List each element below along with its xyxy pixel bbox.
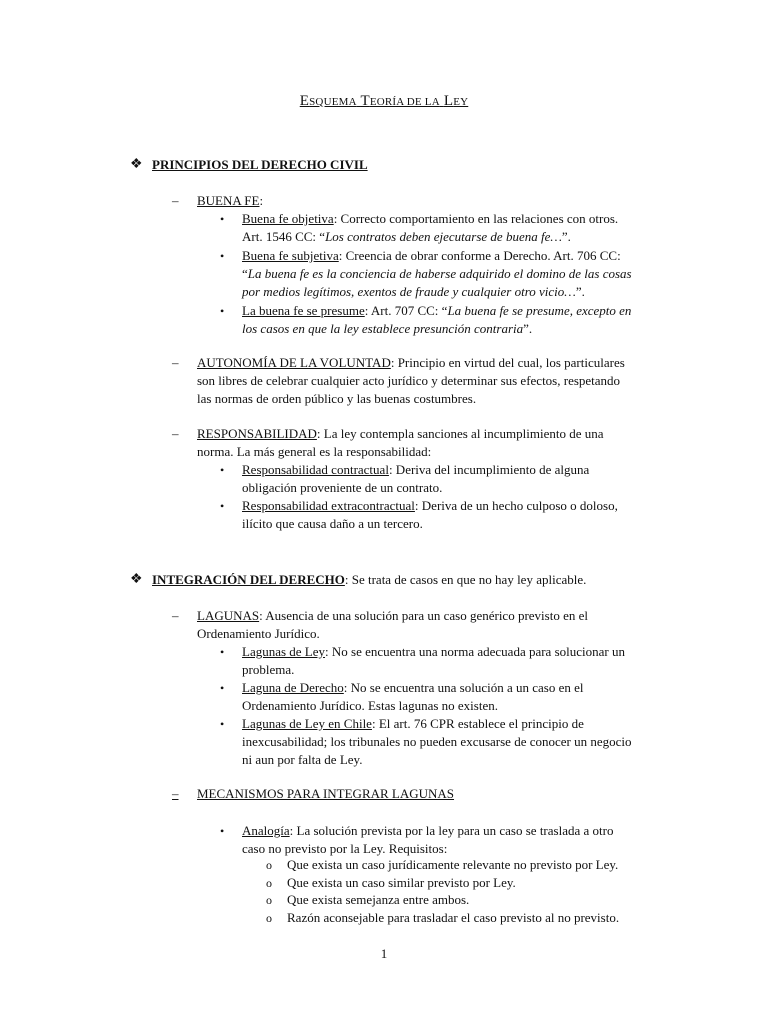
bullet-icon: • xyxy=(220,304,225,318)
subitem-analogia: Analogía: La solución prevista por la ley para un caso se traslada a otro caso no previsto por la Ley. Requisitos: xyxy=(242,823,614,856)
item-responsabilidad: RESPONSABILIDAD: La ley contempla sanciones al incumplimiento de una norma. La más general es la responsabilidad: xyxy=(197,426,604,459)
bullet-icon: • xyxy=(220,249,225,263)
subitem-lagunas-en-chile: Lagunas de Ley en Chile: El art. 76 CPR establece el principio de inexcusabilidad; los tribunales no pueden excusarse de conocer un negocio ni aun por falta de Ley. xyxy=(242,716,632,767)
page-number: 1 xyxy=(380,946,388,961)
dash-marker: – xyxy=(172,193,179,208)
subitem-buena-fe-objetiva: Buena fe objetiva: Correcto comportamiento en las relaciones con otros. Art. 1546 CC: “Los contratos deben ejecutarse de buena fe…”. xyxy=(242,211,619,244)
bullet-icon: • xyxy=(220,645,225,659)
subitem-buena-fe-subjetiva: Buena fe subjetiva: Creencia de obrar conforme a Derecho. Art. 706 CC: “La buena fe es la conciencia de haberse adquirido el domino de las cosas por medios legítimos, exentos de fraude y cualquier otro vicio…”. xyxy=(242,248,632,299)
dash-marker: – xyxy=(172,608,179,623)
circle-bullet-icon: o xyxy=(266,876,272,890)
subitem-resp-contractual: Responsabilidad contractual: Deriva del incumplimiento de alguna obligación proveniente de un contrato. xyxy=(242,462,590,495)
subitem-lagunas-de-ley: Lagunas de Ley: No se encuentra una norma adecuada para solucionar un problema. xyxy=(242,644,625,677)
requisito-item: Que exista un caso similar previsto por Ley. xyxy=(287,875,516,890)
circle-bullet-icon: o xyxy=(266,858,272,872)
bullet-icon: • xyxy=(220,463,225,477)
circle-bullet-icon: o xyxy=(266,911,272,925)
item-autonomia-voluntad: AUTONOMÍA DE LA VOLUNTAD: Principio en virtud del cual, los particulares son libres de celebrar cualquier acto jurídico y determinar sus efectos, respetando las normas de orden público y las buenas costumbres. xyxy=(197,355,625,406)
section-heading-principios: PRINCIPIOS DEL DERECHO CIVIL xyxy=(152,157,368,172)
dash-marker: – xyxy=(172,355,179,370)
item-buena-fe: BUENA FE: xyxy=(197,193,264,208)
diamond-bullet-icon: ❖ xyxy=(130,572,143,587)
bullet-icon: • xyxy=(220,824,225,838)
bullet-icon: • xyxy=(220,681,225,695)
subitem-buena-fe-presume: La buena fe se presume: Art. 707 CC: “La buena fe se presume, excepto en los casos en que la ley establece presunción contraria”. xyxy=(242,303,632,336)
dash-marker: – xyxy=(172,786,179,801)
item-lagunas: LAGUNAS: Ausencia de una solución para un caso genérico previsto en el Ordenamiento Jurídico. xyxy=(197,608,588,641)
page-title: ESQUEMA TEORÍA DE LA LEY xyxy=(299,93,469,109)
subitem-resp-extracontractual: Responsabilidad extracontractual: Deriva de un hecho culposo o doloso, ilícito que causa daño a un tercero. xyxy=(242,498,618,531)
subitem-laguna-de-derecho: Laguna de Derecho: No se encuentra una solución a un caso en el Ordenamiento Jurídico. Estas lagunas no existen. xyxy=(242,680,584,713)
requisito-item: Razón aconsejable para trasladar el caso previsto al no previsto. xyxy=(287,910,620,925)
requisito-item: Que exista semejanza entre ambos. xyxy=(287,892,470,907)
requisito-item: Que exista un caso jurídicamente relevante no previsto por Ley. xyxy=(287,857,619,872)
item-mecanismos: MECANISMOS PARA INTEGRAR LAGUNAS xyxy=(197,786,455,801)
circle-bullet-icon: o xyxy=(266,893,272,907)
bullet-icon: • xyxy=(220,212,225,226)
diamond-bullet-icon: ❖ xyxy=(130,157,143,172)
bullet-icon: • xyxy=(220,717,225,731)
section-heading-integracion: INTEGRACIÓN DEL DERECHO: Se trata de casos en que no hay ley aplicable. xyxy=(152,572,587,587)
bullet-icon: • xyxy=(220,499,225,513)
dash-marker: – xyxy=(172,426,179,441)
